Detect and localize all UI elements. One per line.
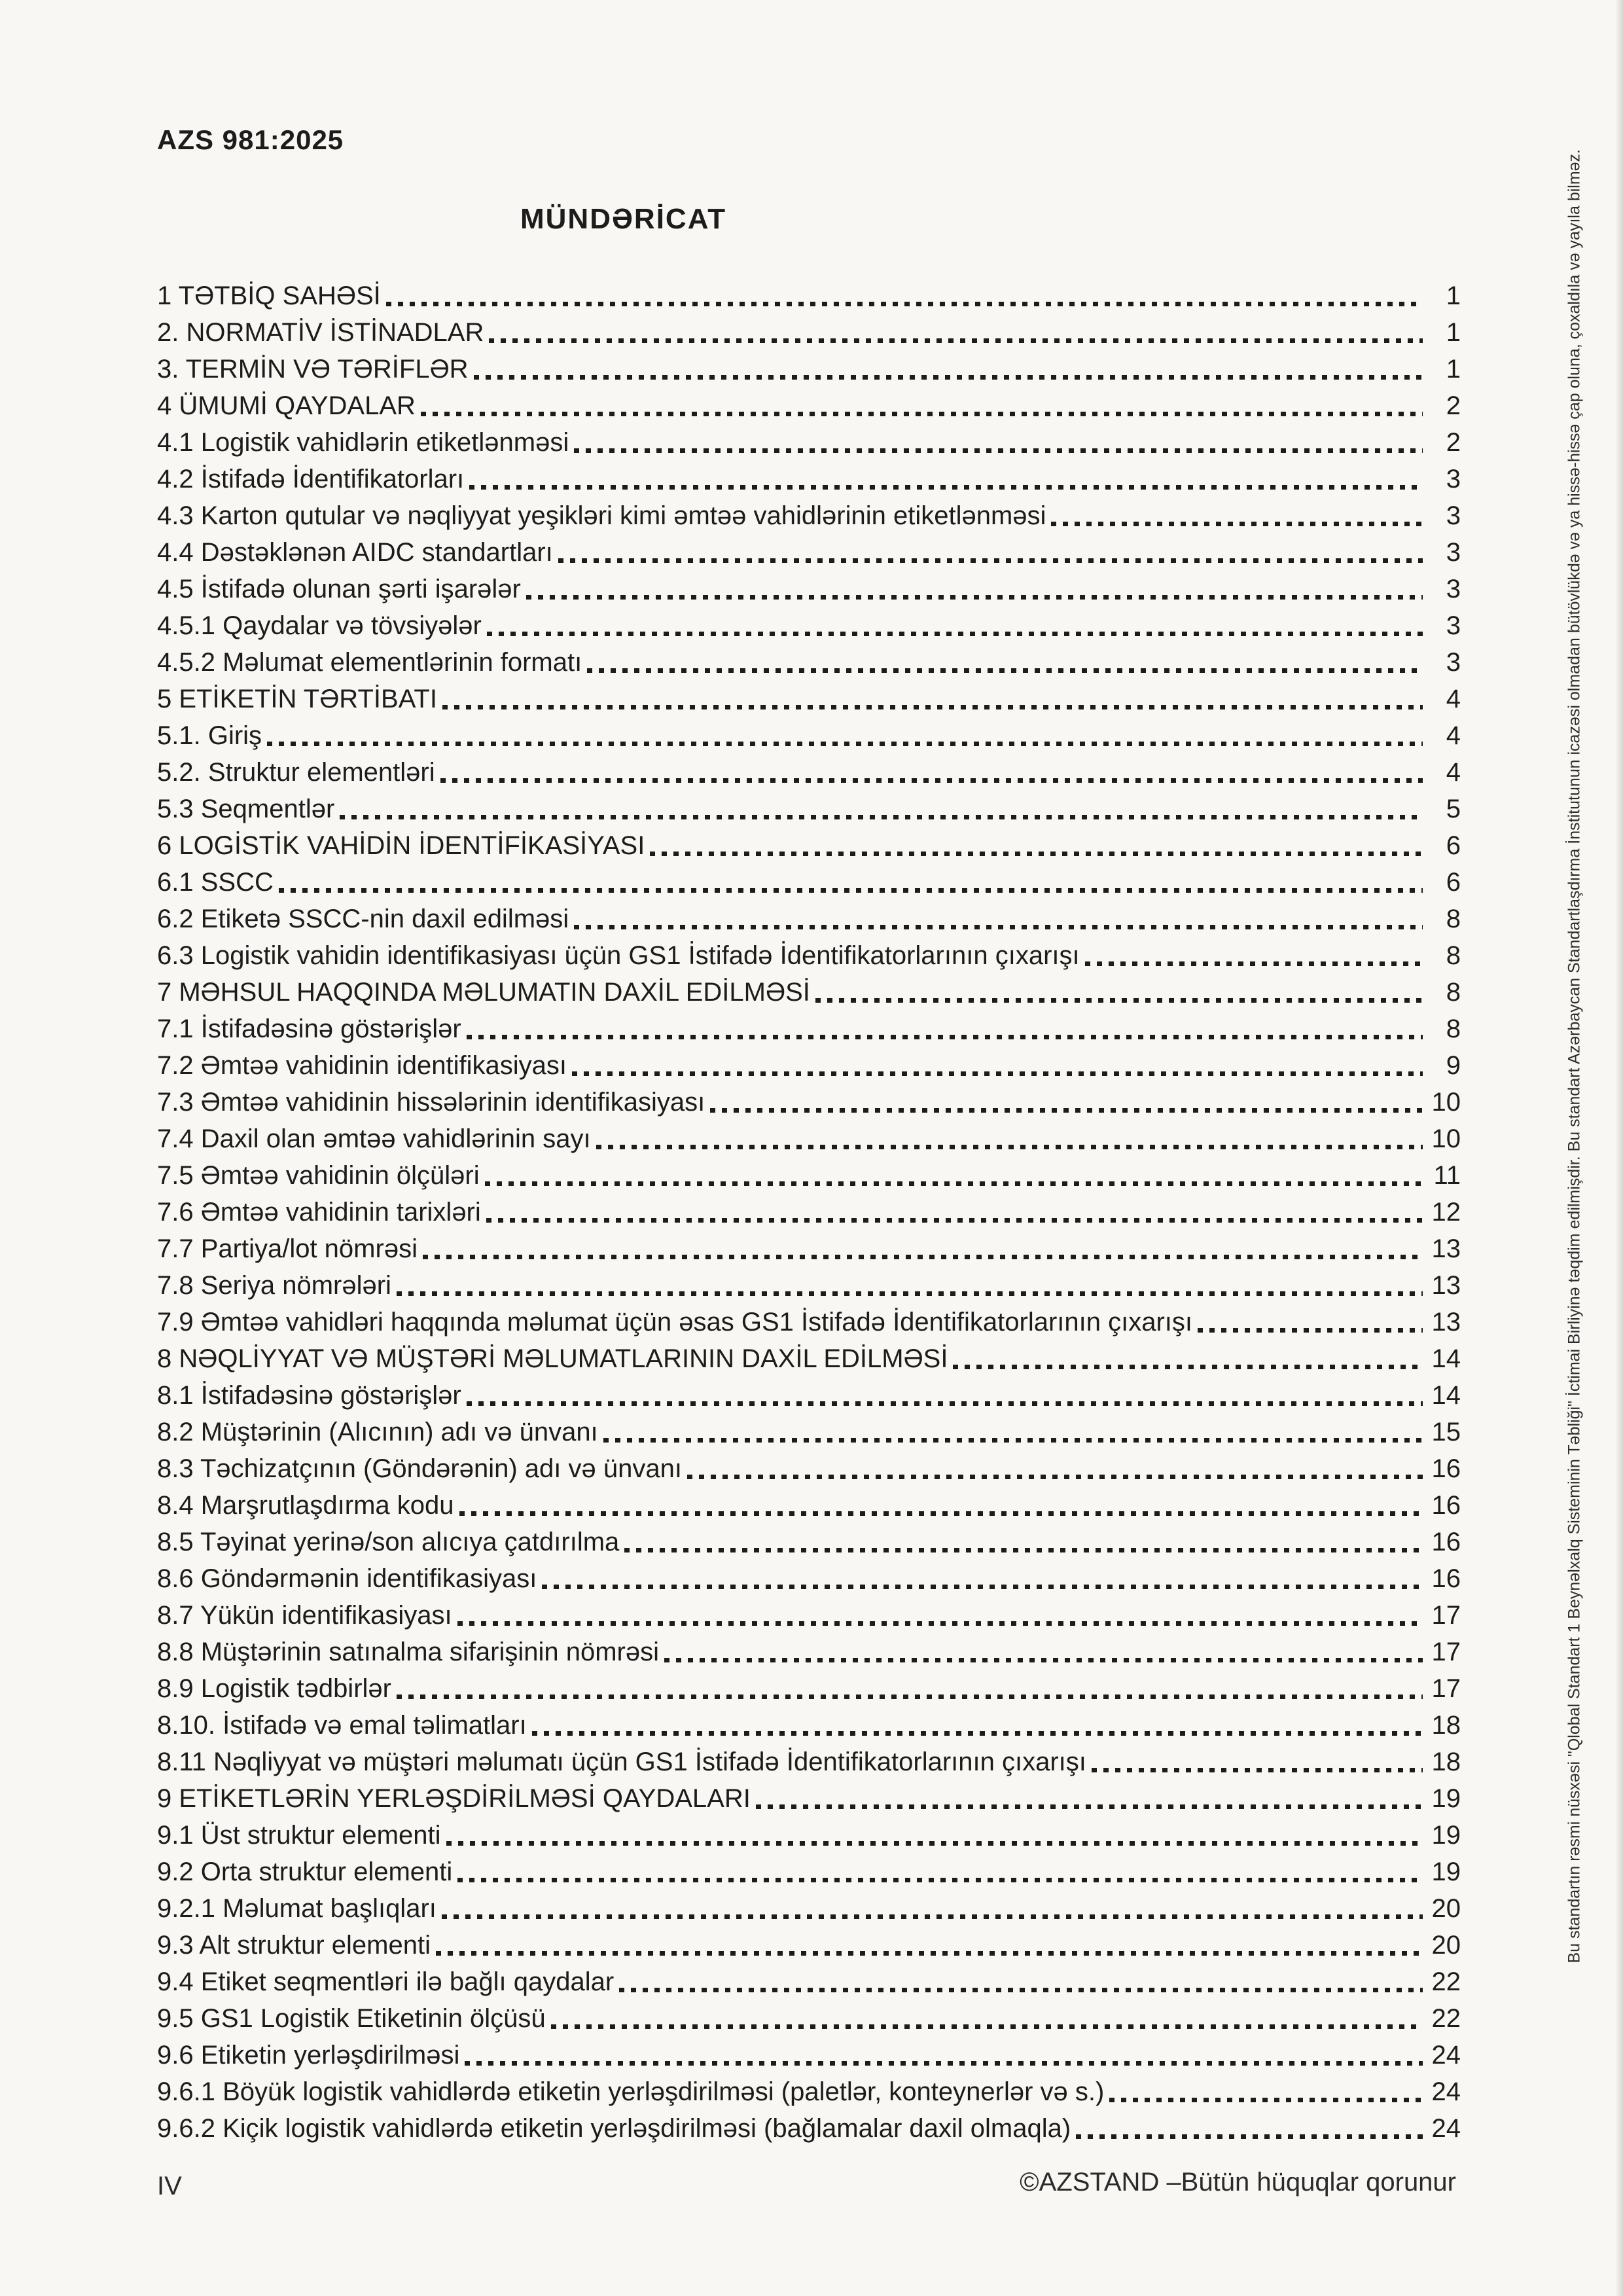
toc-entry — [157, 1011, 1461, 1047]
toc-entry-page: 10 — [1431, 1124, 1461, 1153]
toc-leader-dots — [467, 1377, 1423, 1414]
toc-entry-page: 22 — [1431, 1967, 1461, 1996]
toc-entry-page: 13 — [1431, 1308, 1461, 1336]
toc-entry — [157, 534, 1461, 571]
toc-entry-label: 9.3 Alt struktur elementi — [157, 1931, 431, 1960]
toc-leader-dots — [756, 1780, 1423, 1817]
toc-entry-page: 17 — [1431, 1638, 1461, 1666]
toc-leader-dots — [442, 1890, 1423, 1927]
toc-entry-label: 3. TERMİN VƏ TƏRİFLƏR — [157, 355, 469, 384]
toc-entry — [157, 2037, 1461, 2073]
toc-entry-page: 14 — [1431, 1344, 1461, 1373]
toc-entry-page: 3 — [1446, 575, 1461, 603]
toc-entry — [157, 424, 1461, 461]
toc-entry — [157, 1670, 1461, 1707]
toc-entry-page: 24 — [1431, 2114, 1461, 2143]
toc-entry-page: 3 — [1446, 538, 1461, 567]
toc-leader-dots — [624, 1524, 1423, 1560]
toc-entry-label: 8.6 Göndərmənin identifikasiyası — [157, 1564, 537, 1593]
toc-entry — [157, 571, 1461, 607]
footer-page-number: IV — [157, 2172, 182, 2200]
toc-leader-dots — [436, 1927, 1423, 1964]
toc-leader-dots — [386, 278, 1423, 314]
toc-list — [157, 278, 1461, 2147]
toc-entry-page: 12 — [1431, 1198, 1461, 1227]
toc-entry-label: 5.1. Giriş — [157, 721, 262, 750]
toc-entry-page: 6 — [1446, 868, 1461, 897]
toc-entry-label: 8.11 Nəqliyyat və müştəri məlumatı üçün GS1 İstifadə İdentifikatorlarının çıxarışı — [157, 1748, 1086, 1776]
toc-entry-label: 9.6 Etiketin yerləşdirilməsi — [157, 2041, 460, 2070]
toc-entry-label: 6.3 Logistik vahidin identifikasiyası üçün GS1 İstifadə İdentifikatorlarının çıxarışı — [157, 941, 1080, 970]
toc-entry-label: 9.2.1 Məlumat başlıqları — [157, 1894, 437, 1923]
toc-leader-dots — [267, 717, 1423, 754]
toc-leader-dots — [459, 1487, 1423, 1524]
toc-entry — [157, 1084, 1461, 1121]
toc-entry-label: 8.3 Təchizatçının (Göndərənin) adı və ünvanı — [157, 1454, 682, 1483]
toc-entry-label: 7.2 Əmtəə vahidinin identifikasiyası — [157, 1051, 567, 1080]
toc-leader-dots — [397, 1267, 1423, 1304]
toc-entry — [157, 1377, 1461, 1414]
toc-entry — [157, 1890, 1461, 1927]
toc-entry — [157, 1634, 1461, 1670]
toc-entry-label: 4.3 Karton qutular və nəqliyyat yeşikləri kimi əmtəə vahidlərinin etiketlənməsi — [157, 501, 1046, 530]
toc-leader-dots — [474, 351, 1423, 387]
toc-entry — [157, 1854, 1461, 1890]
toc-entry — [157, 1047, 1461, 1084]
toc-leader-dots — [489, 314, 1423, 351]
toc-entry — [157, 387, 1461, 424]
toc-entry — [157, 901, 1461, 937]
toc-entry — [157, 1230, 1461, 1267]
toc-entry-label: 7.5 Əmtəə vahidinin ölçüləri — [157, 1161, 480, 1190]
toc-leader-dots — [440, 754, 1423, 791]
toc-entry-page: 13 — [1431, 1234, 1461, 1263]
toc-entry — [157, 351, 1461, 387]
toc-entry-page: 16 — [1431, 1454, 1461, 1483]
toc-entry-page: 1 — [1446, 281, 1461, 310]
toc-entry — [157, 2073, 1461, 2110]
toc-leader-dots — [603, 1414, 1423, 1450]
toc-entry-label: 7.9 Əmtəə vahidləri haqqında məlumat üçün əsas GS1 İstifadə İdentifikatorlarının çıxarışı — [157, 1308, 1193, 1336]
toc-leader-dots — [1198, 1304, 1423, 1340]
toc-entry-page: 19 — [1431, 1784, 1461, 1813]
toc-leader-dots — [710, 1084, 1423, 1121]
page-title: MÜNDƏRİCAT — [520, 203, 727, 235]
toc-entry — [157, 1121, 1461, 1157]
toc-entry-page: 1 — [1446, 318, 1461, 347]
toc-entry-label: 8.7 Yükün identifikasiyası — [157, 1601, 452, 1630]
toc-entry — [157, 461, 1461, 497]
toc-entry-label: 6 LOGİSTİK VAHİDİN İDENTİFİKASİYASI — [157, 831, 645, 860]
toc-leader-dots — [340, 791, 1423, 827]
toc-entry-page: 18 — [1431, 1748, 1461, 1776]
toc-entry — [157, 1780, 1461, 1817]
toc-leader-dots — [442, 681, 1423, 717]
toc-entry-label: 4.5.1 Qaydalar və tövsiyələr — [157, 611, 482, 640]
toc-entry-label: 7.3 Əmtəə vahidinin hissələrinin identifikasiyası — [157, 1088, 705, 1117]
toc-entry — [157, 1157, 1461, 1194]
toc-entry — [157, 717, 1461, 754]
toc-entry-label: 9.2 Orta struktur elementi — [157, 1857, 453, 1886]
toc-leader-dots — [1109, 2073, 1423, 2110]
toc-entry-label: 7.1 İstifadəsinə göstərişlər — [157, 1014, 461, 1043]
toc-entry — [157, 278, 1461, 314]
toc-entry-label: 9.4 Etiket seqmentləri ilə bağlı qaydalar — [157, 1967, 615, 1996]
toc-entry-page: 4 — [1446, 721, 1461, 750]
toc-entry-label: 8.1 İstifadəsinə göstərişlər — [157, 1381, 461, 1410]
toc-entry — [157, 1267, 1461, 1304]
toc-entry-page: 20 — [1431, 1894, 1461, 1923]
scan-edge-shadow — [1615, 0, 1623, 2296]
toc-entry-page: 19 — [1431, 1821, 1461, 1850]
toc-entry-label: 7.7 Partiya/lot nömrəsi — [157, 1234, 418, 1263]
toc-entry-label: 8.4 Marşrutlaşdırma kodu — [157, 1491, 454, 1520]
toc-leader-dots — [1076, 2110, 1423, 2147]
toc-entry-label: 7 MƏHSUL HAQQINDA MƏLUMATIN DAXİL EDİLMƏSİ — [157, 978, 810, 1007]
standard-code: AZS 981:2025 — [157, 124, 344, 155]
footer-copyright: ©AZSTAND –Bütün hüquqlar qorunur — [1020, 2168, 1456, 2197]
toc-entry — [157, 1194, 1461, 1230]
toc-entry-label: 7.6 Əmtəə vahidinin tarixləri — [157, 1198, 481, 1227]
toc-entry — [157, 1817, 1461, 1854]
toc-leader-dots — [574, 424, 1423, 461]
toc-entry-page: 2 — [1446, 391, 1461, 420]
toc-entry-label: 9 ETİKETLƏRİN YERLƏŞDİRİLMƏSİ QAYDALARI — [157, 1784, 751, 1813]
toc-leader-dots — [465, 2037, 1423, 2073]
toc-entry-page: 11 — [1433, 1161, 1461, 1190]
toc-entry-label: 9.1 Üst struktur elementi — [157, 1821, 441, 1850]
toc-entry — [157, 607, 1461, 644]
toc-entry-label: 5.2. Struktur elementləri — [157, 758, 435, 787]
toc-leader-dots — [446, 1817, 1423, 1854]
toc-entry — [157, 497, 1461, 534]
toc-entry-page: 1 — [1446, 355, 1461, 384]
toc-leader-dots — [815, 974, 1423, 1011]
toc-leader-dots — [664, 1634, 1423, 1670]
toc-entry-page: 3 — [1446, 501, 1461, 530]
toc-leader-dots — [551, 2000, 1423, 2037]
toc-entry-page: 4 — [1446, 758, 1461, 787]
toc-entry-page: 24 — [1431, 2077, 1461, 2106]
toc-entry-page: 8 — [1446, 941, 1461, 970]
toc-leader-dots — [532, 1707, 1423, 1744]
toc-entry — [157, 314, 1461, 351]
toc-leader-dots — [487, 607, 1423, 644]
toc-entry-label: 4 ÜMUMİ QAYDALAR — [157, 391, 416, 420]
toc-entry — [157, 1964, 1461, 2000]
toc-entry-page: 2 — [1446, 428, 1461, 457]
toc-entry-page: 4 — [1446, 685, 1461, 713]
toc-entry-page: 18 — [1431, 1711, 1461, 1740]
toc-leader-dots — [485, 1157, 1423, 1194]
toc-entry-page: 16 — [1431, 1528, 1461, 1556]
toc-entry — [157, 1340, 1461, 1377]
toc-entry — [157, 937, 1461, 974]
toc-entry — [157, 681, 1461, 717]
toc-leader-dots — [587, 644, 1423, 681]
toc-entry-page: 8 — [1446, 1014, 1461, 1043]
toc-entry-label: 9.6.1 Böyük logistik vahidlərdə etiketin yerləşdirilməsi (paletlər, konteynerlər və s.) — [157, 2077, 1105, 2106]
toc-entry — [157, 1304, 1461, 1340]
toc-leader-dots — [953, 1340, 1423, 1377]
toc-entry-label: 2. NORMATİV İSTİNADLAR — [157, 318, 484, 347]
toc-entry — [157, 1414, 1461, 1450]
toc-entry — [157, 827, 1461, 864]
toc-entry — [157, 1560, 1461, 1597]
toc-leader-dots — [687, 1450, 1423, 1487]
toc-entry-page: 8 — [1446, 905, 1461, 933]
toc-leader-dots — [526, 571, 1423, 607]
toc-entry — [157, 1487, 1461, 1524]
toc-leader-dots — [1085, 937, 1423, 974]
toc-entry — [157, 2000, 1461, 2037]
toc-leader-dots — [469, 461, 1423, 497]
toc-entry — [157, 1744, 1461, 1780]
toc-entry — [157, 864, 1461, 901]
toc-entry-page: 19 — [1431, 1857, 1461, 1886]
toc-leader-dots — [279, 864, 1423, 901]
toc-entry-page: 24 — [1431, 2041, 1461, 2070]
toc-entry-label: 4.5 İstifadə olunan şərti işarələr — [157, 575, 521, 603]
toc-entry-label: 8.2 Müştərinin (Alıcının) adı və ünvanı — [157, 1418, 598, 1446]
toc-entry-page: 16 — [1431, 1564, 1461, 1593]
toc-entry-page: 17 — [1431, 1601, 1461, 1630]
toc-entry — [157, 1707, 1461, 1744]
toc-entry-label: 8.5 Təyinat yerinə/son alıcıya çatdırılma — [157, 1528, 620, 1556]
toc-entry — [157, 791, 1461, 827]
toc-leader-dots — [421, 387, 1423, 424]
toc-entry-page: 6 — [1446, 831, 1461, 860]
toc-leader-dots — [486, 1194, 1423, 1230]
toc-leader-dots — [650, 827, 1423, 864]
toc-entry — [157, 1450, 1461, 1487]
toc-entry — [157, 1597, 1461, 1634]
toc-entry-label: 7.4 Daxil olan əmtəə vahidlərinin sayı — [157, 1124, 591, 1153]
toc-entry-label: 4.4 Dəstəklənən AIDC standartları — [157, 538, 553, 567]
toc-entry-page: 8 — [1446, 978, 1461, 1007]
toc-entry-page: 15 — [1431, 1418, 1461, 1446]
toc-entry-page: 13 — [1431, 1271, 1461, 1300]
toc-entry — [157, 1524, 1461, 1560]
toc-leader-dots — [1051, 497, 1423, 534]
toc-leader-dots — [572, 1047, 1423, 1084]
toc-entry-label: 5.3 Seqmentlər — [157, 795, 335, 823]
toc-entry-label: 6.1 SSCC — [157, 868, 274, 897]
toc-entry-page: 16 — [1431, 1491, 1461, 1520]
toc-entry-label: 4.2 İstifadə İdentifikatorları — [157, 465, 465, 493]
toc-entry — [157, 974, 1461, 1011]
toc-entry-label: 6.2 Etiketə SSCC-nin daxil edilməsi — [157, 905, 569, 933]
toc-entry-label: 7.8 Seriya nömrələri — [157, 1271, 391, 1300]
toc-entry-page: 3 — [1446, 648, 1461, 677]
toc-leader-dots — [1092, 1744, 1423, 1780]
toc-leader-dots — [457, 1597, 1423, 1634]
toc-entry-label: 8.10. İstifadə və emal təlimatları — [157, 1711, 527, 1740]
toc-entry — [157, 644, 1461, 681]
toc-entry-page: 9 — [1446, 1051, 1461, 1080]
toc-entry-page: 14 — [1431, 1381, 1461, 1410]
toc-leader-dots — [574, 901, 1423, 937]
toc-entry-label: 8.8 Müştərinin satınalma sifarişinin nömrəsi — [157, 1638, 659, 1666]
toc-entry-label: 4.5.2 Məlumat elementlərinin formatı — [157, 648, 582, 677]
toc-entry-page: 5 — [1446, 795, 1461, 823]
toc-leader-dots — [596, 1121, 1423, 1157]
toc-leader-dots — [619, 1964, 1423, 2000]
toc-entry — [157, 1927, 1461, 1964]
toc-entry-label: 9.6.2 Kiçik logistik vahidlərdə etiketin yerləşdirilməsi (bağlamalar daxil olmaqla) — [157, 2114, 1071, 2143]
toc-leader-dots — [467, 1011, 1423, 1047]
toc-entry-label: 5 ETİKETİN TƏRTİBATI — [157, 685, 437, 713]
side-note-vertical-text: Bu standartın rəsmi nüsxəsi "Qlobal Standart 1 Beynəlxalq Sisteminin Təbliği" İctimai Birliyinə təqdim edilmişdir. Bu standart Azərbaycan Standartlaşdırma İnstitutunun icazəsi olmadan bütövlükdə və ya hissə-hissə çap oluna, çoxaldıla və yayıla bilməz. — [1565, 149, 1583, 1964]
toc-entry-label: 8.9 Logistik tədbirlər — [157, 1674, 391, 1703]
toc-entry-page: 22 — [1431, 2004, 1461, 2033]
toc-entry-label: 9.5 GS1 Logistik Etiketinin ölçüsü — [157, 2004, 546, 2033]
toc-entry-page: 3 — [1446, 611, 1461, 640]
toc-leader-dots — [423, 1230, 1423, 1267]
toc-entry-page: 3 — [1446, 465, 1461, 493]
toc-entry-page: 20 — [1431, 1931, 1461, 1960]
toc-leader-dots — [457, 1854, 1423, 1890]
toc-entry-page: 17 — [1431, 1674, 1461, 1703]
toc-entry-page: 10 — [1431, 1088, 1461, 1117]
toc-entry-label: 1 TƏTBİQ SAHƏSİ — [157, 281, 381, 310]
toc-entry-label: 4.1 Logistik vahidlərin etiketlənməsi — [157, 428, 569, 457]
toc-entry-label: 8 NƏQLİYYAT VƏ MÜŞTƏRİ MƏLUMATLARININ DAXİL EDİLMƏSİ — [157, 1344, 948, 1373]
toc-leader-dots — [558, 534, 1423, 571]
toc-leader-dots — [397, 1670, 1423, 1707]
toc-entry — [157, 754, 1461, 791]
toc-leader-dots — [542, 1560, 1423, 1597]
toc-entry — [157, 2110, 1461, 2147]
